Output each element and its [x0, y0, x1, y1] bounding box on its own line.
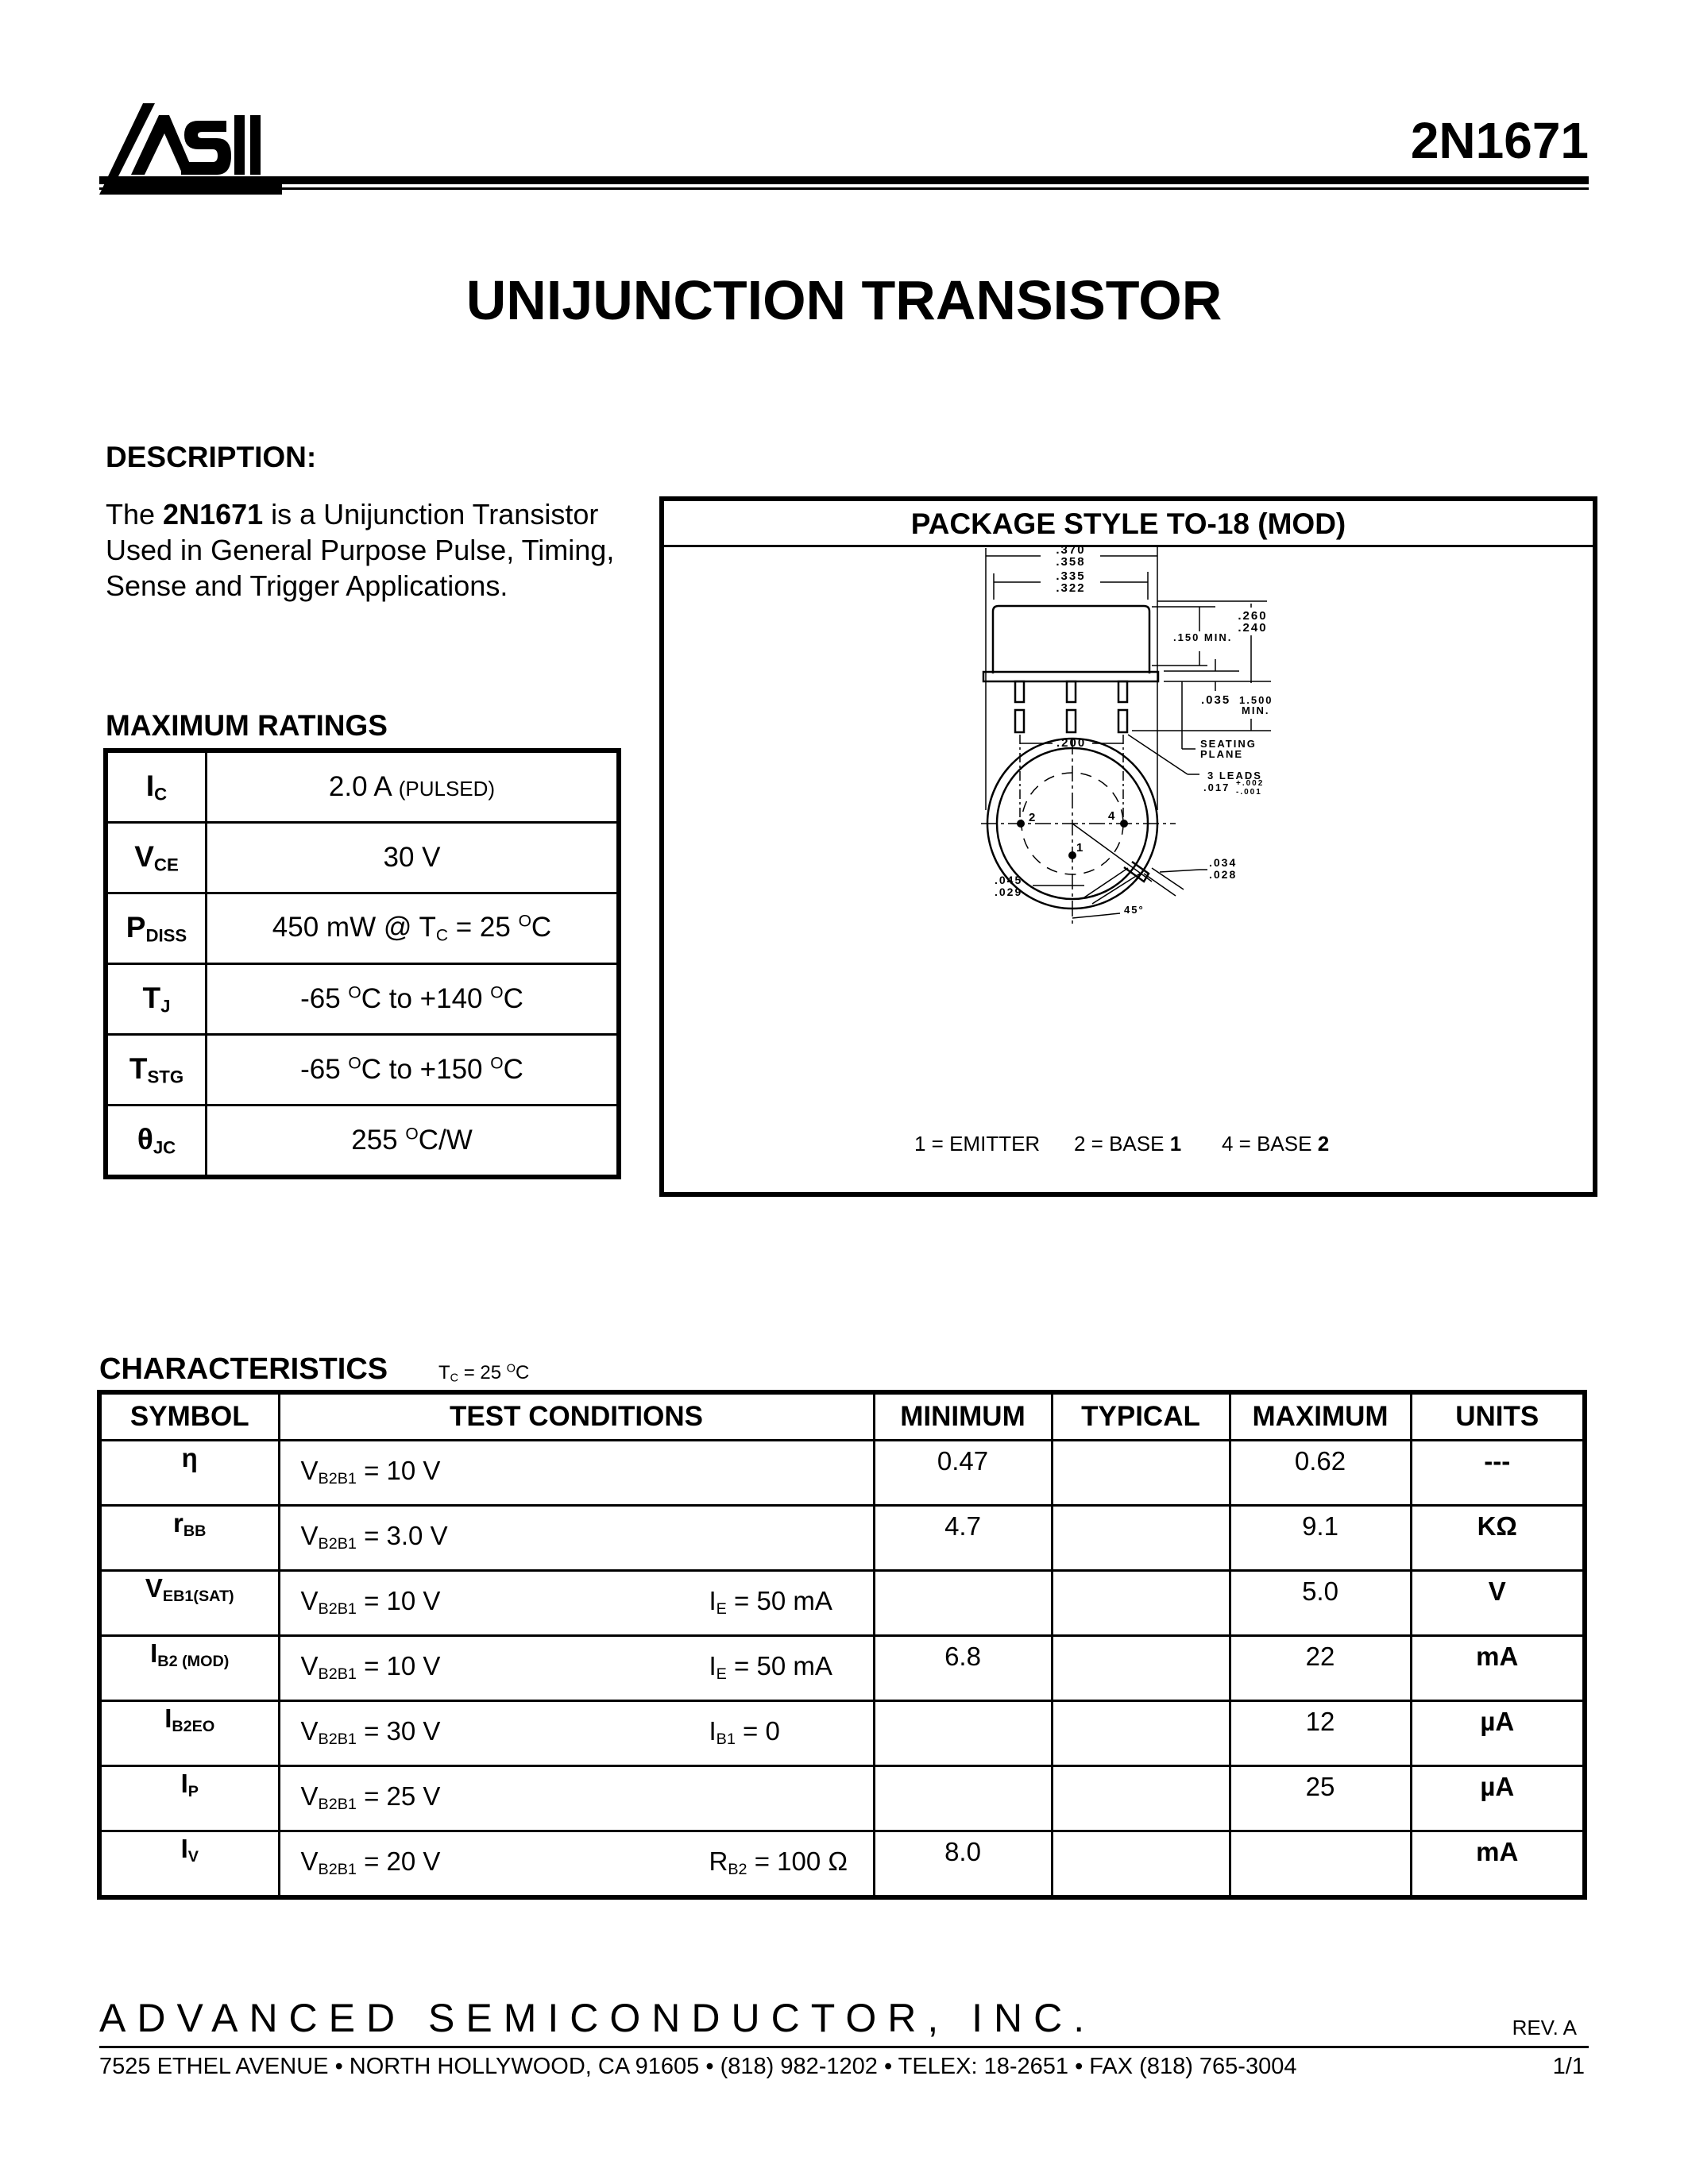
lead-dia: .017: [1203, 781, 1230, 793]
rating-row: [106, 823, 619, 893]
cond1-main: V: [300, 1781, 319, 1811]
symbol-main: T: [142, 981, 161, 1014]
cond1-main: V: [300, 1716, 319, 1746]
dim-322: .322: [1056, 581, 1086, 595]
package-heading: PACKAGE STYLE TO-18 (MOD): [664, 501, 1593, 547]
rating-symbol: [106, 1035, 207, 1106]
rating-unit2: C: [503, 1054, 523, 1085]
revision: REV. A: [1512, 2016, 1577, 2039]
test-conditions: [279, 1766, 874, 1831]
char-symbol: [99, 1831, 279, 1898]
legend-base1: 2 = BASE: [1074, 1132, 1170, 1156]
min-value: [874, 1571, 1052, 1636]
rating-symbol: [106, 893, 207, 964]
cond1-main: V: [300, 1456, 319, 1485]
rating-symbol: [106, 823, 207, 893]
legend-base2-num: 2: [1317, 1132, 1330, 1156]
max-ratings-table: [103, 748, 621, 1179]
char-symbol: [99, 1636, 279, 1701]
rating-deg: O: [518, 912, 531, 931]
rating-value: [207, 964, 620, 1035]
rating-unit: C to +150: [361, 1054, 491, 1085]
symbol-sub: JC: [153, 1137, 176, 1158]
header-rule: [99, 176, 1589, 184]
dim-028: .028: [1209, 868, 1238, 881]
char-symbol: [99, 1571, 279, 1636]
rating-value: [207, 1106, 620, 1178]
rating-unit: C: [531, 911, 552, 943]
cond-t: T: [438, 1362, 450, 1383]
rating-value: 30 V: [383, 842, 441, 873]
dim-min: MIN.: [1242, 704, 1270, 716]
characteristic-row: [99, 1701, 1585, 1766]
unit-value: KΩ: [1411, 1506, 1585, 1571]
rating-symbol: [106, 751, 207, 823]
characteristic-row: [99, 1506, 1585, 1571]
characteristic-row: [99, 1831, 1585, 1898]
min-value: 8.0: [874, 1831, 1052, 1898]
unit-value: mA: [1411, 1636, 1585, 1701]
rating-value-sub: C: [435, 926, 449, 945]
cond-deg: O: [506, 1362, 516, 1376]
page-title: UNIJUNCTION TRANSISTOR: [465, 269, 1223, 331]
typ-value: [1052, 1831, 1230, 1898]
min-value: 4.7: [874, 1506, 1052, 1571]
cond1-sub: B2B1: [318, 1795, 357, 1813]
rating-deg: O: [348, 983, 361, 1002]
column-header-typical: TYPICAL: [1052, 1392, 1230, 1441]
column-header-symbol: SYMBOL: [99, 1392, 279, 1441]
symbol-main: I: [150, 1638, 158, 1668]
cond2-value: = 50 mA: [726, 1651, 832, 1680]
cond1-sub: B2B1: [318, 1860, 357, 1878]
unit-value: µA: [1411, 1701, 1585, 1766]
dim-029: .029: [995, 886, 1023, 898]
characteristics-heading: CHARACTERISTICS: [99, 1352, 388, 1386]
symbol-sub: DISS: [145, 925, 187, 946]
plane-label: PLANE: [1200, 748, 1244, 760]
test-conditions: [279, 1636, 874, 1701]
rating-deg: O: [348, 1054, 361, 1073]
unit-value: V: [1411, 1571, 1585, 1636]
symbol-sub: V: [187, 1847, 199, 1866]
cond2-sub: E: [716, 1665, 727, 1683]
typ-value: [1052, 1506, 1230, 1571]
dim-045: .045: [995, 874, 1023, 886]
cond2-value: = 50 mA: [726, 1586, 832, 1615]
cond1-sub: B2B1: [318, 1599, 357, 1618]
rating-value: 2.0 A: [328, 771, 392, 802]
desc-post: is a Unijunction Transistor Used in General Purpose Pulse, Timing, Sense and Trigger Applications.: [106, 498, 615, 602]
cond1-main: V: [300, 1586, 319, 1615]
legend-emitter: 1 = EMITTER: [914, 1132, 1041, 1156]
rating-deg: O: [405, 1125, 419, 1144]
rating-row: [106, 1035, 619, 1106]
max-value: 12: [1230, 1701, 1411, 1766]
dim-358: .358: [1056, 555, 1086, 569]
dim-034: .034: [1209, 856, 1238, 869]
dim-200: .200: [1056, 736, 1087, 750]
max-value: 22: [1230, 1636, 1411, 1701]
cond1-main: V: [300, 1846, 319, 1876]
cond2: [709, 1651, 832, 1684]
rating-value: [207, 751, 620, 823]
cond2-main: R: [709, 1846, 728, 1876]
company-name: ADVANCED SEMICONDUCTOR, INC.: [99, 1996, 1096, 2040]
cond1-sub: B2B1: [318, 1534, 357, 1553]
symbol-sub: P: [187, 1782, 199, 1800]
symbol-sub: J: [160, 996, 171, 1017]
symbol-sub: B2 (MOD): [157, 1652, 230, 1670]
desc-pre: The: [106, 498, 164, 531]
cond-unit: C: [516, 1362, 530, 1383]
dim-angle: 45°: [1124, 904, 1145, 916]
lead-tol-minus: -.001: [1236, 788, 1262, 797]
svg-text:2 = BASE 1: [1074, 1132, 1181, 1156]
cond1-sub: B2B1: [318, 1730, 357, 1748]
unit-value: ---: [1411, 1441, 1585, 1506]
characteristic-row: [99, 1571, 1585, 1636]
package-panel: [659, 496, 1597, 1197]
unit-value: µA: [1411, 1766, 1585, 1831]
symbol-sub: B2EO: [172, 1717, 215, 1735]
symbol-main: T: [129, 1051, 148, 1085]
char-symbol: [99, 1766, 279, 1831]
symbol-sub: C: [154, 784, 168, 805]
char-symbol: [99, 1441, 279, 1506]
symbol-sub: BB: [183, 1522, 207, 1540]
rating-symbol: [106, 964, 207, 1035]
part-number: 2N1671: [1410, 112, 1589, 169]
typ-value: [1052, 1701, 1230, 1766]
max-ratings-heading: MAXIMUM RATINGS: [106, 709, 388, 742]
symbol-sub: CE: [153, 855, 179, 875]
cond1-value: = 3.0 V: [356, 1521, 448, 1550]
test-conditions: [279, 1441, 874, 1506]
cond1-value: = 20 V: [356, 1846, 441, 1876]
cond2: [709, 1846, 848, 1879]
cond2-value: = 0: [735, 1716, 780, 1746]
rating-deg2: O: [490, 1054, 504, 1073]
rating-value: -65: [300, 1054, 349, 1085]
typ-value: [1052, 1571, 1230, 1636]
cond2-main: I: [709, 1586, 717, 1615]
cond1-sub: B2B1: [318, 1469, 357, 1488]
characteristic-row: [99, 1636, 1585, 1701]
rating-value: [207, 823, 620, 893]
characteristic-row: [99, 1766, 1585, 1831]
seating-label: SEATING: [1200, 738, 1257, 750]
company-address: 7525 ETHEL AVENUE • NORTH HOLLYWOOD, CA 91605 • (818) 982-1202 • TELEX: 18-2651 • FAX (818) 765-3004: [99, 2054, 1297, 2079]
dim-1500: 1.500: [1239, 694, 1273, 706]
package-drawing: [664, 501, 1593, 1192]
cond2-sub: B1: [716, 1730, 736, 1748]
symbol-main: r: [173, 1508, 183, 1538]
characteristic-row: [99, 1441, 1585, 1506]
legend-base1-num: 1: [1169, 1132, 1182, 1156]
rating-row: [106, 964, 619, 1035]
min-value: 0.47: [874, 1441, 1052, 1506]
symbol-main: I: [180, 1769, 188, 1798]
rating-note: (PULSED): [398, 777, 496, 801]
rating-value: [207, 893, 620, 964]
test-conditions: [279, 1571, 874, 1636]
symbol-main: I: [180, 1834, 188, 1863]
typ-value: [1052, 1441, 1230, 1506]
cond1-sub: B2B1: [318, 1665, 357, 1683]
rating-unit2: C: [503, 983, 523, 1014]
column-header-units: UNITS: [1411, 1392, 1585, 1441]
cond1-value: = 10 V: [356, 1651, 441, 1680]
description-heading: DESCRIPTION:: [106, 441, 317, 473]
pin-2-label: 2: [1029, 811, 1037, 824]
typ-value: [1052, 1636, 1230, 1701]
rating-unit: C to +140: [361, 983, 491, 1014]
dim-370: .370: [1056, 543, 1086, 557]
rating-deg2: O: [490, 983, 504, 1002]
pin-4-label: 4: [1108, 809, 1117, 823]
test-conditions: [279, 1701, 874, 1766]
cond-val: = 25: [458, 1362, 507, 1383]
svg-text:4 = BASE 2: [1222, 1132, 1329, 1156]
max-value: 5.0: [1230, 1571, 1411, 1636]
column-header-maximum: MAXIMUM: [1230, 1392, 1411, 1441]
max-value: [1230, 1831, 1411, 1898]
cond1-value: = 30 V: [356, 1716, 441, 1746]
rating-symbol: [106, 1106, 207, 1178]
cond1-value: = 10 V: [356, 1456, 441, 1485]
dim-035: .035: [1201, 693, 1231, 707]
rating-value: [207, 1035, 620, 1106]
min-value: 6.8: [874, 1636, 1052, 1701]
cond-sub: C: [450, 1372, 459, 1385]
dim-260: .260: [1238, 609, 1268, 623]
symbol-main: V: [134, 839, 154, 873]
cond1-value: = 10 V: [356, 1586, 441, 1615]
footer-rule: [99, 2046, 1589, 2048]
typ-value: [1052, 1766, 1230, 1831]
cond2: [709, 1716, 780, 1749]
symbol-sub: STG: [147, 1067, 184, 1087]
rating-value-tail: = 25: [448, 911, 519, 943]
rating-row: [106, 751, 619, 823]
characteristics-condition: [438, 1362, 529, 1385]
column-header-minimum: MINIMUM: [874, 1392, 1052, 1441]
header-rule-thin: [99, 187, 1589, 190]
characteristics-table: [97, 1390, 1587, 1900]
column-header-test-conditions: TEST CONDITIONS: [279, 1392, 874, 1441]
page-number: 1/1: [1552, 2054, 1585, 2079]
cond2-sub: E: [716, 1599, 727, 1618]
cond2-main: I: [709, 1651, 717, 1680]
leads-label: 3 LEADS: [1207, 770, 1262, 781]
pin-1-label: 1: [1076, 841, 1085, 855]
rating-value: 255: [351, 1125, 406, 1156]
description-text: [106, 496, 646, 604]
unit-value: mA: [1411, 1831, 1585, 1898]
test-conditions: [279, 1506, 874, 1571]
cond2: [709, 1586, 832, 1619]
cond1-value: = 25 V: [356, 1781, 441, 1811]
dim-240: .240: [1238, 621, 1268, 635]
desc-part: 2N1671: [163, 498, 264, 531]
legend-base2: 4 = BASE: [1222, 1132, 1318, 1156]
max-value: 0.62: [1230, 1441, 1411, 1506]
test-conditions: [279, 1831, 874, 1898]
cond2-sub: B2: [728, 1860, 747, 1878]
char-symbol: [99, 1506, 279, 1571]
rating-unit: C/W: [418, 1125, 473, 1156]
rating-value: -65: [300, 983, 349, 1014]
symbol-main: P: [126, 910, 146, 943]
symbol-sub: EB1(SAT): [162, 1587, 234, 1605]
rating-row: [106, 1106, 619, 1178]
char-symbol: [99, 1701, 279, 1766]
symbol-main: I: [145, 769, 155, 802]
cond1-main: V: [300, 1521, 319, 1550]
min-value: [874, 1766, 1052, 1831]
symbol-main: V: [145, 1573, 163, 1603]
symbol-main: θ: [137, 1122, 153, 1156]
symbol-main: η: [181, 1443, 198, 1472]
cond2-main: I: [709, 1716, 717, 1746]
cond1-main: V: [300, 1651, 319, 1680]
rating-value: 450 mW @ T: [272, 911, 436, 943]
lead-tol-plus: +.002: [1236, 779, 1265, 788]
dim-150-min: .150 MIN.: [1173, 631, 1233, 643]
max-value: 25: [1230, 1766, 1411, 1831]
cond2-value: = 100 Ω: [747, 1846, 848, 1876]
dim-335: .335: [1056, 569, 1086, 583]
max-value: 9.1: [1230, 1506, 1411, 1571]
rating-row: [106, 893, 619, 964]
symbol-main: I: [164, 1704, 172, 1733]
min-value: [874, 1701, 1052, 1766]
